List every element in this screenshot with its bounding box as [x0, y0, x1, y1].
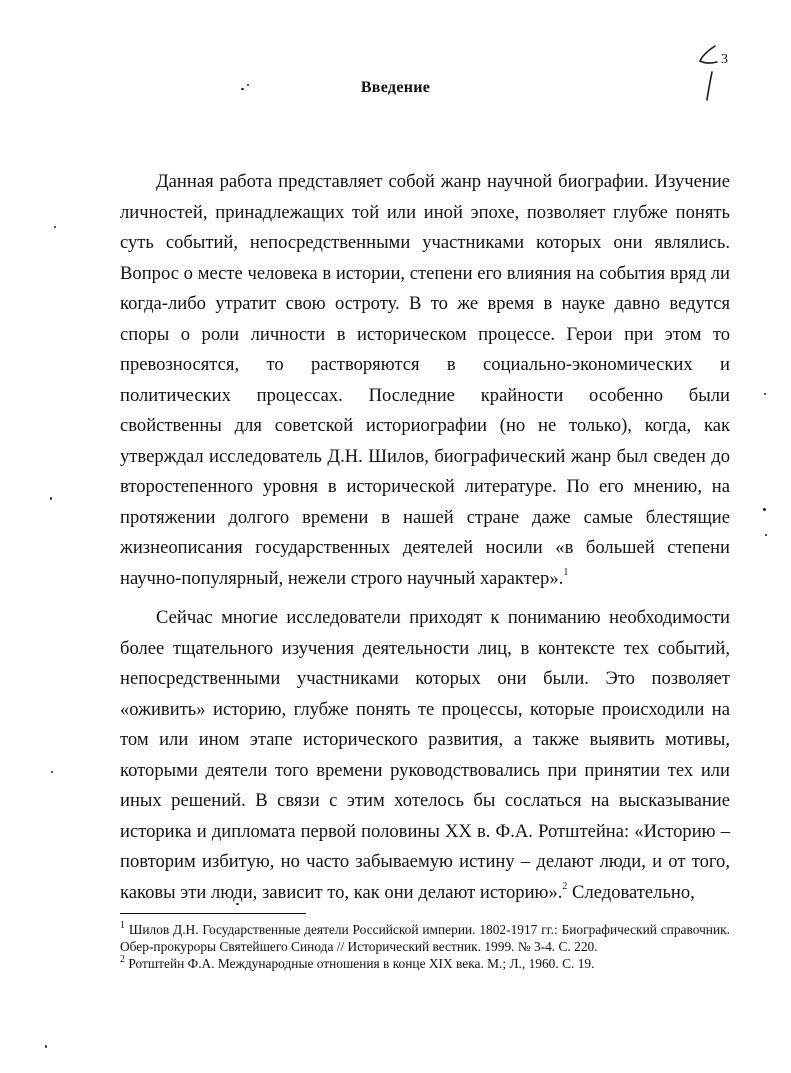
footnote-text: Ротштейн Ф.А. Международные отношения в конце XIX века. М.; Л., 1960. С. 19. — [128, 956, 595, 971]
footnote-item — [120, 921, 730, 955]
footnote-ref: 1 — [563, 567, 569, 579]
scan-speck — [51, 771, 53, 773]
footnote-text: Шилов Д.Н. Государственные деятели Российской империи. 1802-1917 гг.: Биографический справочник. Обер-прокуроры Святейшего Синода // Исторический вестник. 1999. № 3-4. С. 220. — [120, 922, 730, 954]
footnote-item — [120, 955, 730, 972]
footnote-mark: 1 — [120, 919, 125, 931]
footnote-mark: 2 — [120, 953, 125, 965]
scan-speck — [236, 903, 239, 905]
scan-speck — [247, 84, 249, 86]
scan-speck — [45, 1045, 47, 1048]
scan-speck — [764, 393, 766, 395]
scan-speck — [50, 497, 52, 500]
body-text — [120, 167, 730, 908]
scan-speck — [54, 226, 56, 228]
footnote-separator — [120, 913, 306, 914]
page-title: Введение — [360, 79, 431, 96]
paragraph-text: Данная работа представляет собой жанр научной биографии. Изучение личностей, принадлежащих той или иной эпохе, позволяет глубже понять суть событий, непосредственными участниками которых они являлись. Вопрос о месте человека в истории, степени его влияния на события вряд ли когда-либо утратит свою остроту. В то же время в науке давно ведутся споры о роли личности в историческом процессе. Герои при этом то превозносятся, то растворяются в социально-экономических и политических процессах. Последние крайности особенно были свойственны для советской историографии (но не только), когда, как утверждал исследователь Д.Н. Шилов, биографический жанр был сведен до второстепенного уровня в исторической литературе. По его мнению, на протяжении долгого времени в нашей стране даже самые блестящие жизнеописания государственных деятелей носили «в большей степени научно-популярный, нежели строго научный характер». — [120, 171, 730, 589]
page-number: 3 — [721, 52, 728, 67]
paragraph — [120, 167, 730, 594]
footnotes — [120, 921, 730, 972]
paragraph-text: Сейчас многие исследователи приходят к пониманию необходимости более тщательного изучения деятельности лиц, в контексте тех событий, непосредственными участниками которых они были. Это позволяет «оживить» историю, глубже понять те процессы, которые происходили на том или ином этапе исторического развития, а также выявить мотивы, которыми деятели того времени руководствовались при принятии тех или иных решений. В связи с этим хотелось бы сослаться на высказывание историка и дипломата первой половины XX в. Ф.А. Ротштейна: «Историю – повторим избитую, но часто забываемую истину – делают люди, и от того, каковы эти люди, зависит то, как они делают историю». — [120, 607, 730, 903]
scan-speck — [241, 88, 244, 90]
scan-speck — [763, 508, 766, 511]
footnote-ref: 2 — [562, 881, 568, 893]
scan-speck — [765, 534, 767, 536]
paragraph — [120, 603, 730, 908]
paragraph-tail: Следовательно, — [567, 881, 695, 903]
